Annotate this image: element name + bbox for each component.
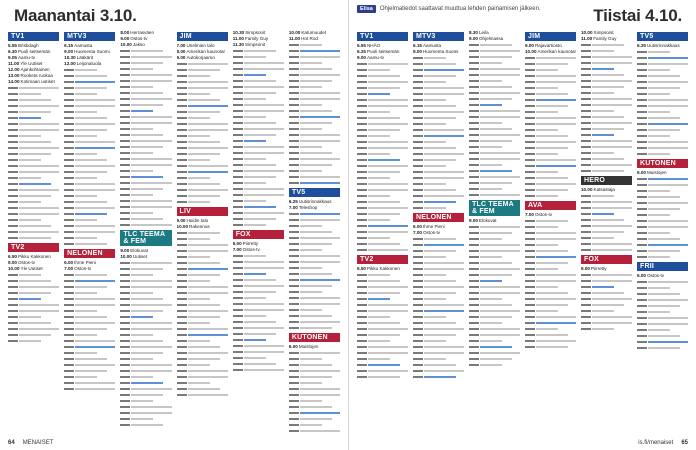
program-time: 14.00: [8, 79, 20, 84]
program-time: 6.00: [232, 241, 242, 246]
listing-line: [637, 151, 688, 157]
program-title: Ihme Pieni: [422, 224, 445, 229]
program-title: Simpsonit: [244, 42, 266, 47]
listing-column: [413, 30, 464, 432]
program-title: Leijonaluola: [76, 61, 102, 66]
channel-header: AVA: [525, 201, 576, 210]
channel-header: NELONEN: [413, 213, 464, 222]
channel-header: MTV3: [64, 32, 115, 41]
channel-header: TLC TEEMA & FEM: [469, 200, 520, 216]
program-title: Herrasväen: [130, 30, 155, 35]
program-title: Ostos-tv: [17, 260, 36, 265]
program-title: Amerikan kaunotar: [537, 49, 576, 54]
listing-line: [64, 386, 115, 392]
listing-line: [120, 422, 171, 428]
program-time: 8.30: [469, 30, 478, 35]
magazine-name: MENAISET: [22, 440, 54, 446]
program-title: Ostos-tv: [74, 266, 92, 271]
program-time: 12.00: [8, 67, 20, 72]
program-title: Uutisrinnakkaus: [298, 199, 332, 204]
channel-header: TV2: [8, 243, 59, 252]
program-time: 6.00: [581, 266, 590, 271]
program-title: Ajankohtainen: [20, 67, 50, 72]
program-time: 9.00: [120, 248, 130, 253]
program-time: 11.30: [232, 42, 244, 47]
program-time: 9.00: [469, 36, 478, 41]
program-title: Teleshop: [298, 205, 318, 210]
channel-header: JIM: [177, 32, 228, 41]
day-title: Tiistai 4.10.: [593, 6, 682, 25]
program-title: Ostos-tv: [242, 247, 260, 252]
program-time: 9.00: [469, 218, 478, 223]
program-time: 6.25: [637, 43, 646, 48]
program-time: 8.00: [176, 49, 186, 54]
program-title: Ostos-tv: [130, 36, 148, 41]
program-time: 6.50: [8, 254, 17, 259]
listing-line: [8, 338, 59, 344]
channel-header: FRII: [637, 262, 688, 271]
listing-column: [525, 30, 576, 432]
program-title: Aamu-tv: [17, 55, 36, 60]
program-title: Simpsonit: [593, 30, 614, 35]
program-title: Huomenta Suomi: [422, 49, 459, 54]
listing-line: [8, 235, 59, 241]
program-time: 13.00: [8, 73, 20, 78]
program-title: Rooketa ruokaa: [20, 73, 53, 78]
program-time: 6.25: [357, 49, 366, 54]
program-title: Lääkärit: [76, 55, 94, 60]
channel-header: KUTONEN: [637, 159, 688, 168]
program-title: Jakso: [132, 42, 145, 47]
program-time: 10.00: [288, 30, 301, 35]
program-time: 11.00: [581, 36, 593, 41]
program-time: 9.00: [176, 218, 186, 223]
listing-line: [581, 326, 632, 332]
program-time: 11.00: [8, 61, 20, 66]
program-time: 10.30: [232, 30, 245, 35]
channel-columns: [8, 30, 340, 432]
listing-column: [581, 30, 632, 432]
program-time: 6.15: [413, 43, 422, 48]
program-time: 5.55: [8, 43, 17, 48]
program-title: Autokorjaamo: [186, 55, 215, 60]
listing-line: [413, 205, 464, 211]
listing-column: [64, 30, 115, 432]
program-title: Ostos-tv: [646, 273, 665, 278]
program-title: Yle Uutiset: [20, 266, 43, 271]
listing-line: [637, 254, 688, 260]
channel-header: FOX: [233, 230, 284, 239]
program-time: 7.00: [288, 205, 298, 210]
listing-line: [289, 428, 340, 432]
program-time: 11.00: [288, 36, 301, 41]
program-title: Family Guy: [593, 36, 617, 41]
program-time: 9.00: [176, 55, 186, 60]
listing-line: [525, 193, 576, 199]
channel-header: TV2: [357, 255, 408, 264]
program-title: Pikku Kakkonen: [366, 266, 400, 271]
program-title: Rajavartiosto: [534, 43, 562, 48]
program-title: Family Guy: [244, 36, 269, 41]
page-footer: [8, 440, 53, 446]
program-time: 10.00: [120, 254, 132, 259]
listing-line: [525, 344, 576, 350]
program-time: 9.00: [413, 49, 422, 54]
program-time: 10.00: [176, 224, 189, 229]
magazine-name: is.fi/menaiset: [638, 440, 674, 446]
program-title: Kotimaan uutiset: [20, 79, 55, 84]
program-title: Puoli seitsemän: [366, 49, 400, 54]
listing-column: [357, 30, 408, 432]
page-number: 65: [681, 440, 688, 446]
program-time: 10.00: [581, 187, 593, 192]
program-title: Elokuvat: [130, 248, 148, 253]
program-title: Ostos-tv: [422, 230, 441, 235]
disclaimer-text: Ohjelmatiedot saattavat muuttua lehden painamisen jälkeen.: [379, 6, 541, 12]
channel-header: TV1: [357, 32, 408, 41]
listing-line: [233, 367, 284, 373]
program-time: 7.00: [413, 230, 422, 235]
program-title: Unelmien talo: [186, 43, 215, 48]
page-number: 64: [8, 440, 15, 446]
page-footer: [638, 440, 688, 446]
program-time: 10.00: [525, 49, 537, 54]
channel-header: NELONEN: [64, 249, 115, 258]
channel-header: TV5: [289, 188, 340, 197]
program-time: 6.50: [357, 266, 366, 271]
program-title: Ihme Pieni: [74, 260, 96, 265]
listing-line: [469, 362, 520, 368]
program-title: Aamu-tv: [366, 55, 385, 60]
program-title: NHÄO: [366, 43, 381, 48]
program-time: 9.00: [525, 43, 534, 48]
listing-column: [120, 30, 171, 432]
program-title: Hoidin talo: [186, 218, 209, 223]
program-title: Uutiset: [132, 254, 148, 259]
program-title: Katumuudet: [301, 30, 327, 35]
channel-header: TV1: [8, 32, 59, 41]
channel-header: FOX: [581, 255, 632, 264]
program-time: 6.00: [64, 260, 74, 265]
program-title: Ohjelmassa: [478, 36, 504, 41]
listing-line: [637, 345, 688, 351]
program-title: Aamusta: [422, 43, 442, 48]
listing-column: [637, 30, 688, 432]
program-time: 6.15: [64, 43, 74, 48]
program-row: [413, 49, 464, 55]
program-title: Huomenta Suomi: [74, 49, 110, 54]
program-time: 5.55: [357, 43, 366, 48]
program-time: 9.00: [357, 55, 366, 60]
program-title: Elokuvat: [478, 218, 497, 223]
listing-line: [233, 222, 284, 228]
program-title: Leila: [478, 30, 489, 35]
day-title: Maanantai 3.10.: [14, 6, 137, 25]
program-row: [525, 49, 576, 55]
channel-header: JIM: [525, 32, 576, 41]
program-time: 6.00: [288, 344, 298, 349]
program-title: Uutisrinnakkaus: [646, 43, 680, 48]
program-time: 9.00: [8, 260, 17, 265]
program-time: 7.00: [525, 212, 534, 217]
channel-header: MTV3: [413, 32, 464, 41]
program-title: Puoli seitsemän: [17, 49, 51, 54]
program-title: Rakennus: [189, 224, 210, 229]
right-page: [348, 0, 696, 450]
program-time: 7.00: [232, 247, 242, 252]
program-time: 8.00: [120, 30, 130, 35]
channel-header: HERO: [581, 176, 632, 185]
program-title: Yle Uutiset: [20, 61, 43, 66]
program-title: Piirretty: [590, 266, 607, 271]
program-time: 10.00: [120, 42, 132, 47]
program-title: Hot Rod: [301, 36, 318, 41]
listing-line: [64, 241, 115, 247]
program-time: 7.00: [176, 43, 186, 48]
program-title: Brisbdagh: [17, 43, 39, 48]
listing-line: [120, 222, 171, 228]
program-row: [8, 79, 59, 85]
channel-columns: [357, 30, 688, 432]
program-title: Ostos-tv: [534, 212, 553, 217]
listing-line: [289, 325, 340, 331]
program-time: 6.00: [413, 224, 422, 229]
listing-column: [177, 30, 228, 432]
program-time: 9.00: [64, 49, 74, 54]
program-time: 9.00: [120, 36, 130, 41]
listing-line: [289, 180, 340, 186]
program-title: Muistojen: [298, 344, 319, 349]
program-time: 6.25: [288, 199, 298, 204]
program-time: 10.00: [8, 266, 20, 271]
program-time: 10.30: [64, 55, 76, 60]
listing-line: [581, 247, 632, 253]
listing-column: [233, 30, 284, 432]
program-title: Simpsonit: [245, 30, 266, 35]
program-title: Piirretty: [242, 241, 259, 246]
listing-line: [357, 374, 408, 380]
program-time: 12.00: [64, 61, 76, 66]
program-title: Katsastaja: [593, 187, 615, 192]
channel-header: KUTONEN: [289, 333, 340, 342]
channel-header: LIV: [177, 207, 228, 216]
program-title: Muistojen: [646, 170, 667, 175]
listing-line: [413, 374, 464, 380]
listing-column: [8, 30, 59, 432]
listing-line: [469, 192, 520, 198]
listing-column: [469, 30, 520, 432]
listing-line: [357, 247, 408, 253]
listing-line: [177, 199, 228, 205]
listing-line: [581, 168, 632, 174]
program-time: 6.30: [8, 49, 17, 54]
channel-header: TLC TEEMA & FEM: [120, 230, 171, 246]
program-time: 11.00: [232, 36, 244, 41]
channel-header: TV5: [637, 32, 688, 41]
listing-column: [289, 30, 340, 432]
program-title: Aamusta: [74, 43, 93, 48]
program-time: 10.00: [581, 30, 593, 35]
program-title: Amerikan kaunotar: [186, 49, 226, 54]
listing-line: [177, 392, 228, 398]
top-strip: [357, 5, 541, 13]
program-title: Pikku Kakkonen: [17, 254, 51, 259]
elisa-logo: Elisa: [357, 5, 376, 13]
program-time: 9.05: [8, 55, 17, 60]
program-time: 6.00: [637, 273, 646, 278]
program-time: 7.00: [64, 266, 74, 271]
program-time: 6.00: [637, 170, 646, 175]
